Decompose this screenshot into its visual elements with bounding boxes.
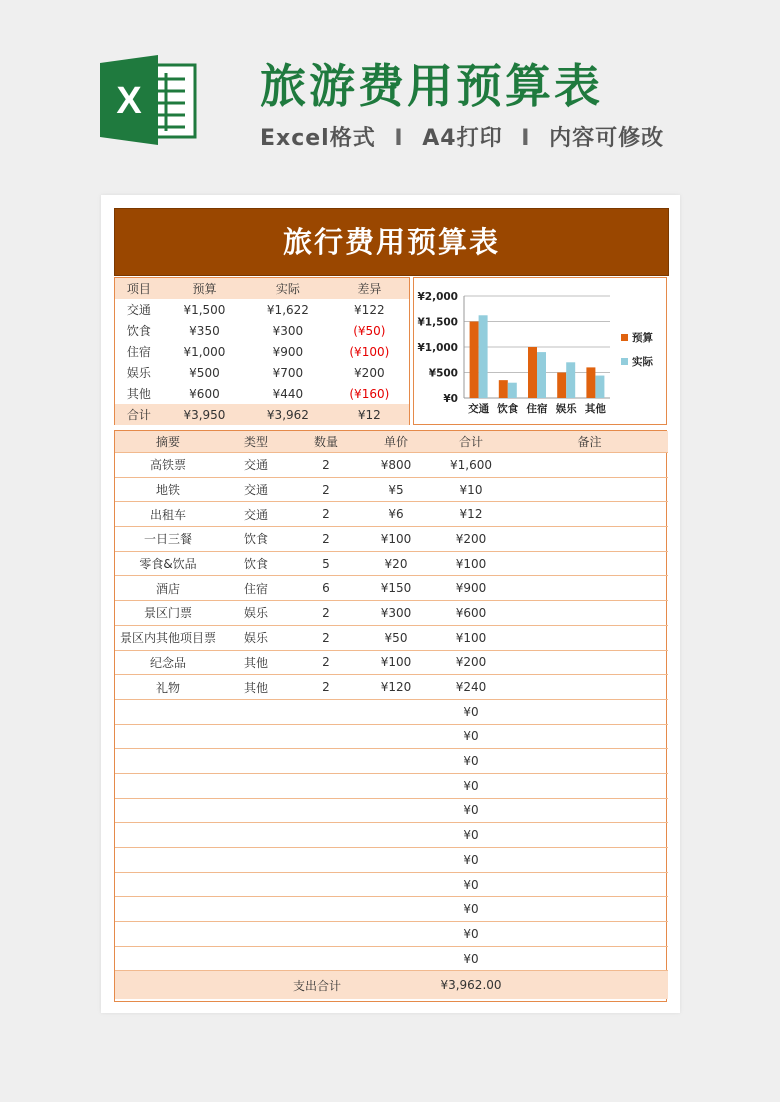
summary-cell-budget: ¥500 [189, 365, 220, 380]
sheet-title: 旅行费用预算表 [114, 208, 669, 276]
subtitle-editable: 内容可修改 [549, 126, 665, 151]
detail-cell [221, 946, 291, 971]
table-row [115, 897, 668, 922]
subtitle-separator: I [394, 126, 404, 151]
detail-cell [361, 724, 431, 749]
detail-cell: ¥800 [361, 453, 431, 478]
detail-cell: 地铁 [115, 477, 221, 502]
detail-cell: 2 [291, 477, 361, 502]
detail-cell [511, 625, 668, 650]
detail-cell: 娱乐 [221, 625, 291, 650]
detail-cell: 礼物 [115, 675, 221, 700]
chart-bar [499, 380, 508, 398]
detail-cell [291, 872, 361, 897]
chart-ytick-label: ¥1,500 [417, 316, 458, 329]
detail-cell [511, 848, 668, 873]
detail-cell: ¥0 [431, 773, 511, 798]
detail-cell: ¥200 [431, 527, 511, 552]
page-title: 旅游费用预算表 [260, 59, 603, 113]
detail-total-row [115, 971, 668, 1000]
summary-total-budget: ¥3,950 [163, 404, 246, 425]
summary-header-row [115, 278, 409, 299]
table-row [115, 675, 668, 700]
chart-bar [566, 362, 575, 398]
detail-cell: 纪念品 [115, 650, 221, 675]
chart-xtick-label: 交通 [468, 403, 490, 415]
detail-cell [361, 749, 431, 774]
detail-cell: 饮食 [221, 551, 291, 576]
detail-cell [291, 749, 361, 774]
spreadsheet-page [101, 195, 680, 1013]
detail-cell [511, 798, 668, 823]
detail-cell: ¥600 [431, 601, 511, 626]
detail-cell [361, 699, 431, 724]
detail-total-spacer [361, 971, 431, 1000]
page-subtitle [260, 122, 664, 156]
detail-cell [115, 922, 221, 947]
detail-cell: ¥0 [431, 897, 511, 922]
detail-cell [291, 946, 361, 971]
detail-cell: ¥20 [361, 551, 431, 576]
subtitle-separator: I [521, 126, 531, 151]
summary-cell-budget: ¥350 [189, 323, 220, 338]
detail-cell: ¥0 [431, 823, 511, 848]
detail-cell: 酒店 [115, 576, 221, 601]
summary-cell-diff: ¥200 [354, 365, 385, 380]
summary-cell-item: 住宿 [126, 345, 151, 359]
detail-cell: ¥6 [361, 502, 431, 527]
summary-cell-budget: ¥600 [189, 386, 220, 401]
detail-cell: 5 [291, 551, 361, 576]
detail-cell: 娱乐 [221, 601, 291, 626]
table-row [115, 551, 668, 576]
table-row [115, 946, 668, 971]
chart-xtick-label: 其他 [584, 403, 606, 415]
table-row [115, 798, 668, 823]
table-row [115, 650, 668, 675]
summary-cell-diff: (¥160) [349, 386, 390, 401]
summary-cell-actual: ¥300 [272, 323, 304, 338]
detail-cell: 饮食 [221, 527, 291, 552]
detail-cell: 其他 [221, 650, 291, 675]
detail-cell: 2 [291, 650, 361, 675]
chart-ytick-label: ¥500 [428, 367, 458, 380]
table-row [115, 453, 668, 478]
detail-cell: 2 [291, 453, 361, 478]
detail-cell: ¥100 [431, 551, 511, 576]
chart-legend-swatch [621, 358, 628, 365]
detail-header-cell: 摘要 [115, 431, 221, 453]
detail-cell [221, 749, 291, 774]
logo-letter: X [116, 80, 142, 122]
table-row [115, 625, 668, 650]
summary-cell-item: 其他 [126, 387, 151, 401]
detail-cell: 交通 [221, 453, 291, 478]
table-row [115, 502, 668, 527]
table-row [115, 922, 668, 947]
detail-cell: ¥900 [431, 576, 511, 601]
budget-chart [413, 277, 667, 425]
summary-cell-diff: (¥50) [353, 323, 386, 338]
detail-cell: ¥100 [361, 527, 431, 552]
detail-cell: 其他 [221, 675, 291, 700]
detail-cell [511, 724, 668, 749]
detail-cell [221, 699, 291, 724]
detail-cell: 2 [291, 601, 361, 626]
summary-cell-budget: ¥1,000 [183, 344, 226, 359]
detail-cell [511, 551, 668, 576]
detail-cell [291, 897, 361, 922]
detail-cell: ¥300 [361, 601, 431, 626]
detail-cell: 交通 [221, 502, 291, 527]
chart-xtick-label: 住宿 [526, 403, 548, 415]
detail-cell [511, 823, 668, 848]
table-row [115, 848, 668, 873]
table-row [115, 527, 668, 552]
detail-header-cell: 合计 [431, 431, 511, 453]
detail-cell [511, 453, 668, 478]
summary-cell-actual: ¥440 [272, 386, 304, 401]
detail-cell: ¥10 [431, 477, 511, 502]
detail-cell [115, 773, 221, 798]
chart-bar [528, 347, 537, 398]
detail-cell [115, 798, 221, 823]
chart-bar [537, 352, 546, 398]
summary-header-cell: 项目 [115, 278, 163, 299]
detail-cell: ¥240 [431, 675, 511, 700]
chart-ytick-label: ¥1,000 [417, 342, 458, 354]
detail-cell [361, 922, 431, 947]
detail-cell [221, 922, 291, 947]
detail-total-label: 支出合计 [115, 971, 361, 1000]
detail-cell [291, 724, 361, 749]
summary-header-cell: 预算 [163, 278, 246, 299]
chart-bar [470, 322, 479, 399]
table-row [115, 699, 668, 724]
detail-cell: ¥0 [431, 724, 511, 749]
chart-bar [586, 367, 595, 398]
chart-ytick-label: ¥0 [443, 393, 458, 405]
chart-xtick-label: 娱乐 [555, 403, 577, 415]
summary-header-cell: 差异 [330, 278, 409, 299]
detail-cell [511, 946, 668, 971]
summary-cell-budget: ¥1,500 [183, 302, 226, 317]
detail-cell [115, 872, 221, 897]
detail-header-row [115, 431, 668, 453]
detail-cell: ¥100 [431, 625, 511, 650]
detail-cell: ¥0 [431, 848, 511, 873]
detail-cell: ¥0 [431, 946, 511, 971]
detail-cell [511, 872, 668, 897]
detail-cell: ¥0 [431, 749, 511, 774]
detail-cell [115, 749, 221, 774]
summary-cell-actual: ¥1,622 [266, 302, 309, 317]
detail-cell [221, 848, 291, 873]
detail-header-cell: 类型 [221, 431, 291, 453]
summary-total-row [115, 404, 409, 425]
detail-cell: 出租车 [115, 502, 221, 527]
detail-cell [221, 724, 291, 749]
table-row [115, 724, 668, 749]
summary-cell-item: 娱乐 [126, 366, 151, 380]
detail-cell [291, 823, 361, 848]
detail-cell: ¥120 [361, 675, 431, 700]
detail-cell [115, 724, 221, 749]
detail-cell: ¥1,600 [431, 453, 511, 478]
detail-cell: ¥50 [361, 625, 431, 650]
chart-ytick-label: ¥2,000 [417, 291, 458, 303]
detail-cell [291, 922, 361, 947]
summary-total-diff: ¥12 [330, 404, 409, 425]
detail-cell [291, 699, 361, 724]
chart-bar [557, 373, 566, 399]
detail-cell: 景区门票 [115, 601, 221, 626]
detail-cell [361, 773, 431, 798]
detail-cell [361, 872, 431, 897]
table-row [115, 773, 668, 798]
summary-row [115, 299, 409, 320]
detail-cell [511, 922, 668, 947]
detail-cell: 景区内其他项目票 [115, 625, 221, 650]
detail-cell [221, 798, 291, 823]
detail-cell [511, 527, 668, 552]
summary-row [115, 320, 409, 341]
table-row [115, 749, 668, 774]
detail-cell [291, 798, 361, 823]
chart-bar [479, 315, 488, 398]
detail-cell [361, 823, 431, 848]
detail-cell [361, 848, 431, 873]
table-row [115, 601, 668, 626]
summary-row [115, 362, 409, 383]
detail-cell [511, 502, 668, 527]
detail-cell: ¥150 [361, 576, 431, 601]
detail-cell [361, 946, 431, 971]
detail-cell: ¥12 [431, 502, 511, 527]
detail-cell [361, 798, 431, 823]
detail-cell [115, 848, 221, 873]
subtitle-print: A4打印 [422, 126, 503, 151]
detail-cell [291, 773, 361, 798]
table-row [115, 823, 668, 848]
summary-total-actual: ¥3,962 [246, 404, 329, 425]
table-row [115, 576, 668, 601]
detail-cell: 2 [291, 625, 361, 650]
excel-logo-icon [100, 55, 200, 145]
detail-cell: ¥5 [361, 477, 431, 502]
detail-cell: ¥100 [361, 650, 431, 675]
summary-cell-diff: (¥100) [349, 344, 390, 359]
detail-cell [221, 773, 291, 798]
detail-cell [221, 897, 291, 922]
chart-bar [595, 376, 604, 398]
detail-cell [115, 946, 221, 971]
detail-cell [511, 749, 668, 774]
detail-cell: ¥0 [431, 872, 511, 897]
detail-cell: 一日三餐 [115, 527, 221, 552]
chart-legend-label: 实际 [632, 356, 653, 368]
detail-cell: ¥0 [431, 922, 511, 947]
page-header [0, 0, 780, 190]
detail-cell [221, 872, 291, 897]
detail-cell: 2 [291, 502, 361, 527]
detail-cell [511, 477, 668, 502]
table-row [115, 477, 668, 502]
summary-cell-item: 交通 [126, 303, 151, 317]
summary-row [115, 341, 409, 362]
summary-total-label: 合计 [115, 404, 163, 425]
detail-total-value: ¥3,962.00 [431, 971, 511, 1000]
detail-total-spacer [511, 971, 668, 1000]
summary-cell-diff: ¥122 [354, 302, 385, 317]
chart-legend-label: 预算 [632, 332, 653, 344]
detail-cell [511, 897, 668, 922]
detail-cell: ¥0 [431, 699, 511, 724]
chart-xtick-label: 饮食 [497, 403, 519, 415]
detail-cell: 2 [291, 675, 361, 700]
detail-cell [511, 650, 668, 675]
detail-cell [115, 699, 221, 724]
detail-cell: 零食&饮品 [115, 551, 221, 576]
detail-cell [511, 675, 668, 700]
detail-cell [361, 897, 431, 922]
detail-cell: ¥200 [431, 650, 511, 675]
detail-cell: 2 [291, 527, 361, 552]
detail-cell [221, 823, 291, 848]
detail-cell [115, 897, 221, 922]
detail-cell [291, 848, 361, 873]
detail-cell: 交通 [221, 477, 291, 502]
detail-cell: ¥0 [431, 798, 511, 823]
detail-cell [511, 601, 668, 626]
summary-row [115, 383, 409, 404]
summary-header-cell: 实际 [246, 278, 329, 299]
detail-cell [511, 576, 668, 601]
detail-header-cell: 备注 [511, 431, 668, 453]
detail-cell [511, 699, 668, 724]
expense-detail-table [114, 430, 667, 1002]
chart-bar [508, 383, 517, 398]
summary-table [114, 277, 410, 425]
detail-cell: 住宿 [221, 576, 291, 601]
summary-cell-actual: ¥900 [272, 344, 304, 359]
detail-cell [511, 773, 668, 798]
detail-cell [115, 823, 221, 848]
detail-header-cell: 单价 [361, 431, 431, 453]
summary-cell-item: 饮食 [126, 324, 151, 338]
detail-header-cell: 数量 [291, 431, 361, 453]
subtitle-format: Excel格式 [260, 126, 376, 151]
detail-cell: 高铁票 [115, 453, 221, 478]
detail-cell: 6 [291, 576, 361, 601]
summary-cell-actual: ¥700 [272, 365, 304, 380]
chart-legend-swatch [621, 334, 628, 341]
table-row [115, 872, 668, 897]
chart-svg [414, 278, 668, 426]
